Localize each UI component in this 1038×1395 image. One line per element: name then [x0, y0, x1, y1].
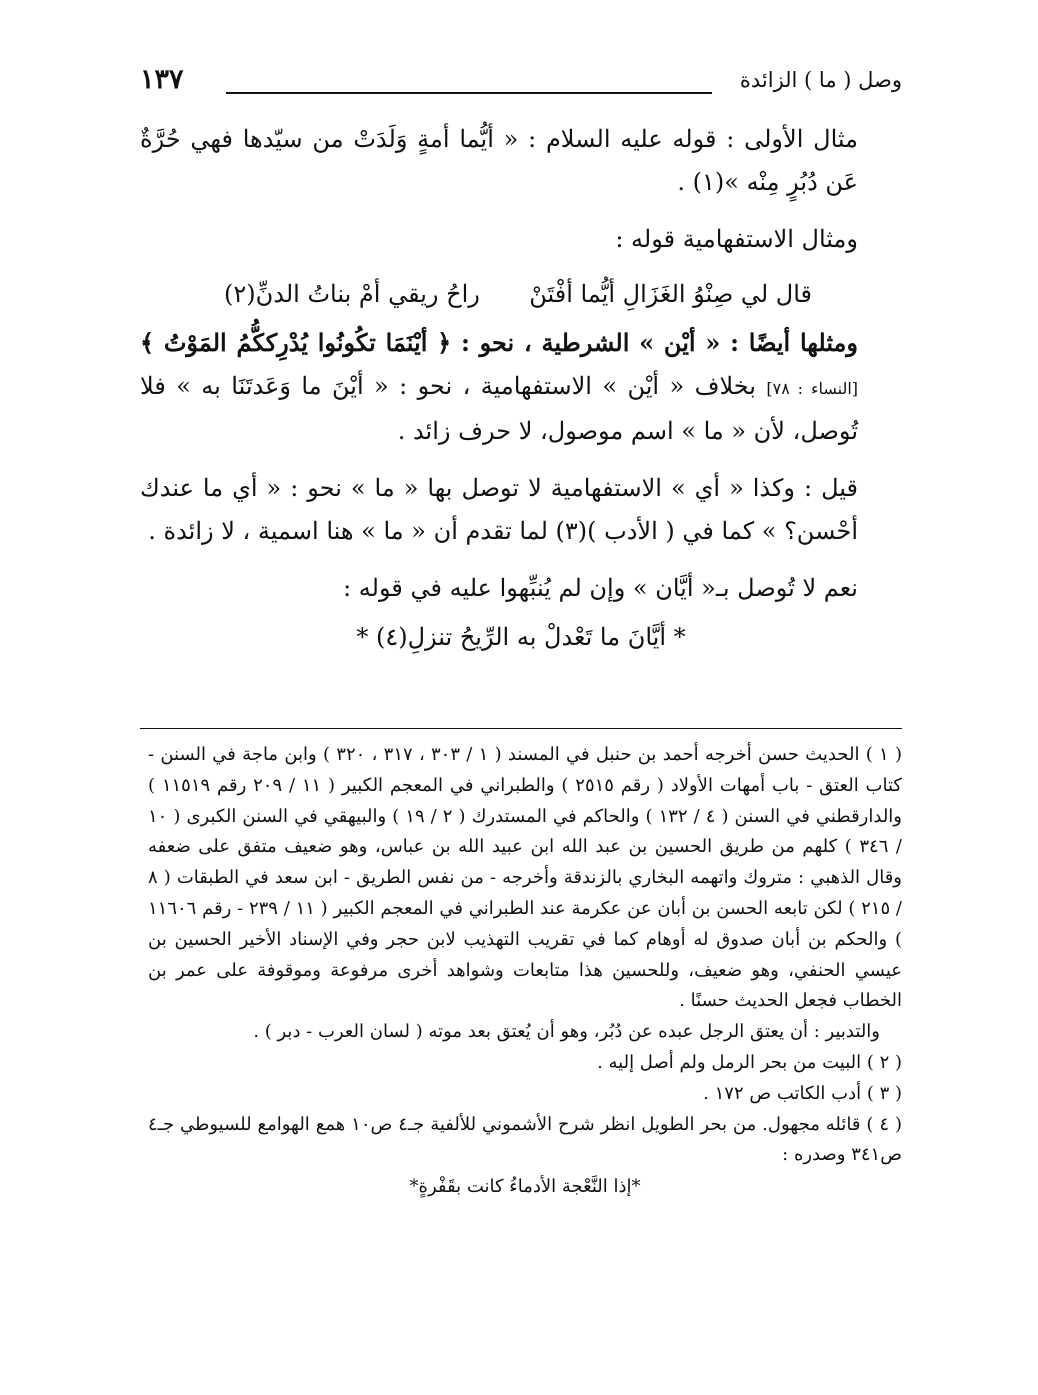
footnote-4: ( ٤ ) قائله مجهول. من بحر الطويل انظر شرح الأشموني للألفية جـ٤ ص١٠ همع الهوامع للسيوطي جـ٤ ص٣٤١ وصدره :: [148, 1113, 903, 1166]
footnote-3: ( ٣ ) أدب الكاتب ص ١٧٢ .: [703, 1082, 902, 1104]
paragraph-example-first: مثال الأولى : قوله عليه السلام : « أيُّما أمةٍ وَلَدَتْ من سيّدها فهي حُرَّةٌ عَن دُبُرٍ مِنْه »(١) .: [140, 125, 858, 196]
footnote-separator: [140, 728, 902, 729]
verse-first-hemistich: قال لي صِنْوُ الغَزَالِ أيُّما أفْتَنْ: [529, 280, 812, 308]
poetry-verse: [140, 267, 902, 321]
footnote-2: ( ٢ ) البيت من بحر الرمل ولم أصل إليه .: [597, 1051, 902, 1073]
main-text: [140, 118, 902, 664]
poetry-verse-ayyana: * أيَّانَ ما تَعْدلْ به الرِّيحُ تنزلِ(٤) *: [356, 623, 686, 651]
chapter-title: وصل ( ما ) الزائدة: [739, 68, 902, 92]
page-header: [140, 64, 902, 108]
paragraph-interrogative-intro: ومثال الاستفهامية قوله :: [615, 225, 858, 253]
quran-reference: [النساء : ٧٨]: [766, 379, 859, 398]
footnote-4-verse: *إذا النَّعْجة الأدماءُ كانت بقَفْرةٍ*: [409, 1176, 641, 1198]
footnote-1-tadbir: والتدبير : أن يعتق الرجل عبده عن دُبُر، وهو أن يُعتق بعد موته ( لسان العرب - دبر ) .: [253, 1021, 880, 1043]
footnote-1: ( ١ ) الحديث حسن أخرجه أحمد بن حنبل في المسند ( ١ / ٣٠٣ ، ٣١٧ ، ٣٢٠ ) وابن ماجة في السنن - كتاب العتق - باب أمهات الأولاد ( رقم ٢٥١٥ ) والطبراني في المعجم الكبير ( ١١ / ٢٠٩ رقم ١١٥١٩ ) والدارقطني في السنن ( ٤ / ١٣٢ ) والحاكم في المستدرك ( ٢ / ١٩ ) والبيهقي في السنن الكبرى ( ١٠ / ٣٤٦ ) كلهم من طريق الحسين بن عبد الله ابن عبيد الله بن عباس، وهو ضعيف متفق على ضعفه وقال الذهبي : متروك واتهمه البخاري بالزندقة وأخرجه - من نفس الطريق - ابن سعد في الطبقات ( ٨ / ٢١٥ ) لكن تابعه الحسن بن أبان عن عكرمة عند الطبراني في المعجم الكبير ( ١١ / ٢٣٩ - رقم ١١٦٠٦ ) والحكم بن أبان صدوق له أوهام كما في تقريب التهذيب لابن حجر وفي الإسناد الأخير الحسين بن عيسي الحنفي، وهو ضعيف، وللحسين هذا متابعات وشواهد أخرى مرفوعة وموقوفة على عمر بن الخطاب فجعل الحديث حسنًا .: [148, 744, 903, 1012]
header-rule: [226, 92, 712, 94]
conditional-ayna-continuation: بخلاف « أيْن » الاستفهامية ، نحو : « أيْنَ ما وَعَدتَنَا به » فلا تُوصل، لأن « ما » اسم موصول، لا حرف زائد .: [140, 372, 858, 445]
paragraph-ayyana: نعم لا تُوصل بـ« أيَّان » وإن لم يُنبِّهوا عليه في قوله :: [343, 574, 858, 602]
paragraph-conditional-ayna: [140, 321, 902, 453]
page-number: ١٣٧: [140, 64, 184, 95]
verse-second-hemistich: راحُ ريقي أمْ بناتُ الدنِّ(٢): [224, 280, 480, 308]
footnotes: [148, 740, 902, 1203]
conditional-ayna-text: ومثلها أيضًا : « أيْن » الشرطية ، نحو : ﴿ أيْنَمَا تكُونُوا يُدْرِككُّمُ المَوْتُ ﴾: [140, 328, 858, 357]
paragraph-ayy-interrogative: قيل : وكذا « أي » الاستفهامية لا توصل بها « ما » نحو : « أي ما عندك أحْسن؟ » كما في ( الأدب )(٣) لما تقدم أن « ما » هنا اسمية ، لا زائدة .: [140, 474, 858, 545]
